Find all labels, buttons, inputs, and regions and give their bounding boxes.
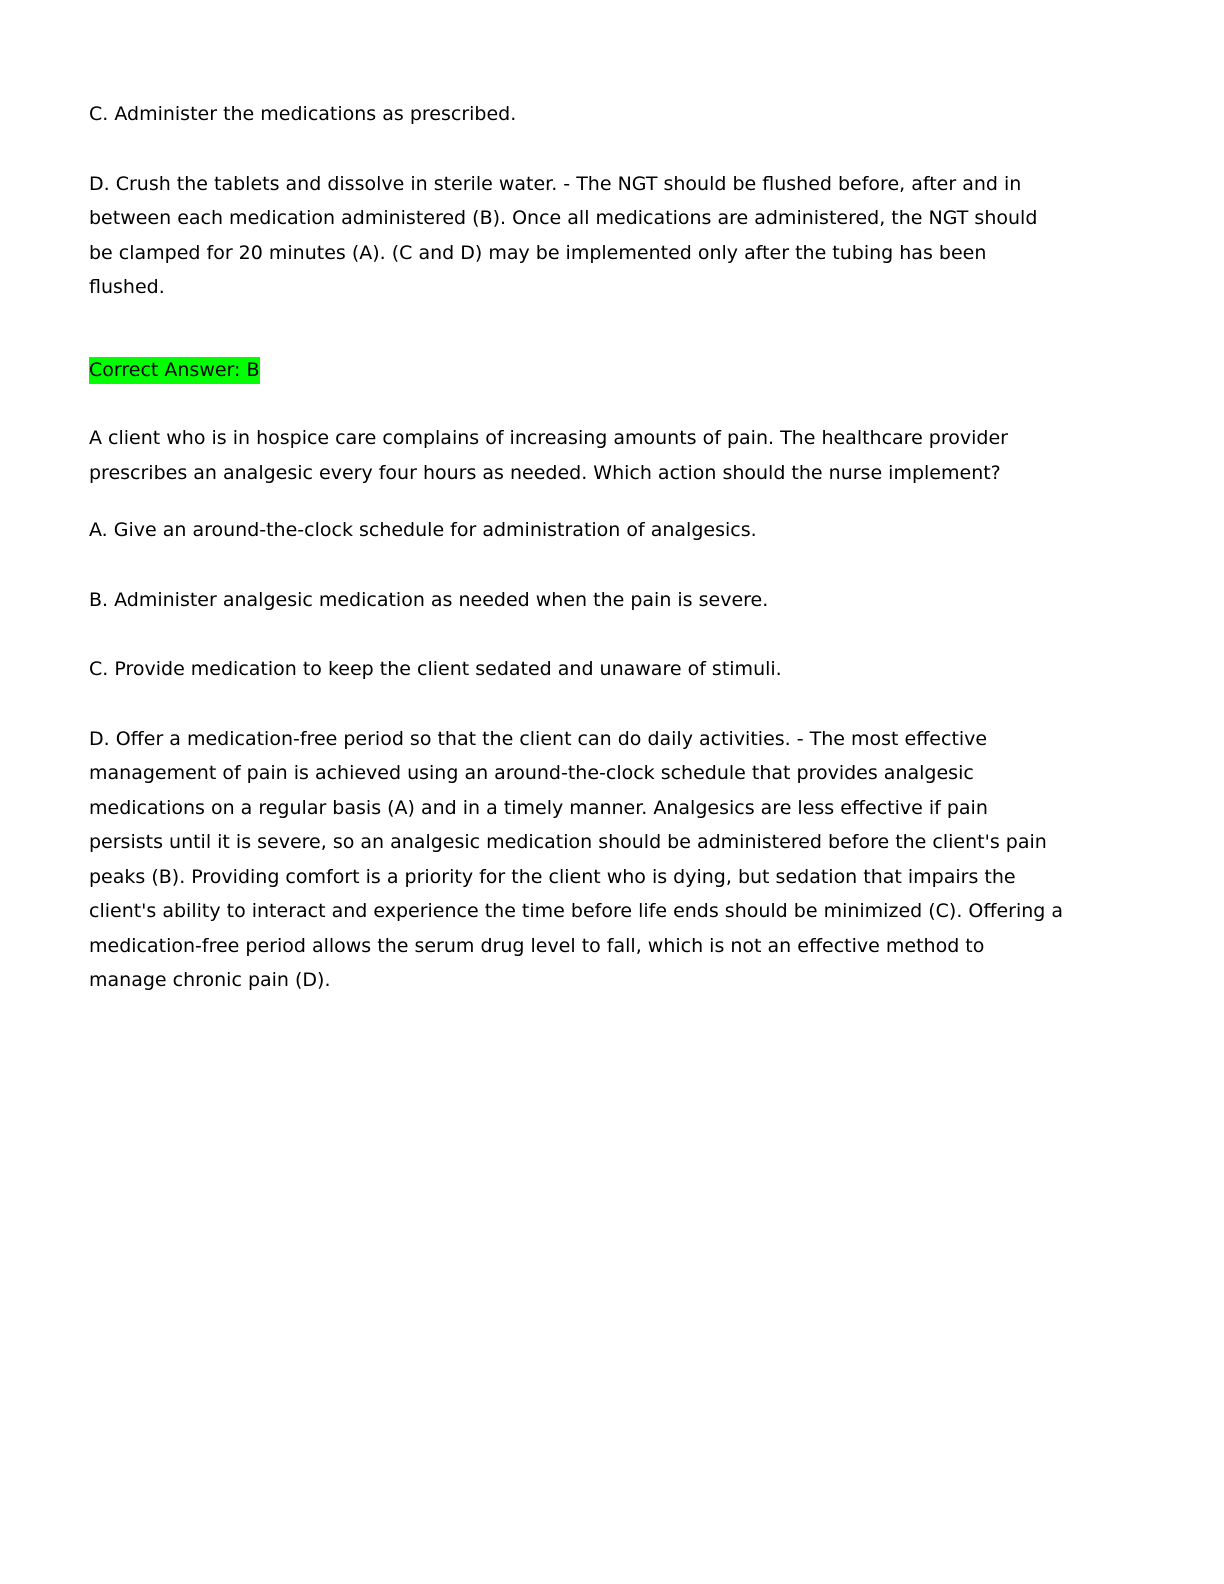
- option-b-text: B. Administer analgesic medication as needed when the pain is severe.: [89, 588, 769, 611]
- option-c-text: C. Provide medication to keep the client sedated and unaware of stimuli.: [89, 658, 782, 680]
- option-d-rationale: D. Crush the tablets and dissolve in sterile water. - The NGT should be flushed before, after and in between each medication administered (B). Once all medications are administered, the NGT should be clamped for 20 minutes (A). (C and D) may be implemented only after the tubing has been flushed.: [89, 172, 1038, 298]
- option-c-text: C. Administer the medications as prescribed.: [89, 103, 517, 125]
- correct-answer-line: [89, 353, 1064, 388]
- option-a-text: A. Give an around-the-clock schedule for administration of analgesics.: [89, 519, 757, 541]
- correct-answer-highlight: Correct Answer: B: [89, 357, 260, 384]
- document-page: [89, 97, 1064, 998]
- question-stem: A client who is in hospice care complains of increasing amounts of pain. The healthcare provider prescribes an analgesic every four hours as needed. Which action should the nurse implement?: [89, 427, 1008, 484]
- option-d-rationale: D. Offer a medication-free period so that the client can do daily activities. - The most effective management of pain is achieved using an around-the-clock schedule that provides analgesic medications on a regular basis (A) and in a timely manner. Analgesics are less effective if pain persists until it is severe, so an analgesic medication should be administered before the client's pain peaks (B). Providing comfort is a priority for the client who is dying, but sedation that impairs the client's ability to interact and experience the time before life ends should be minimized (C). Offering a medication-free period allows the serum drug level to fall, which is not an effective method to manage chronic pain (D).: [89, 727, 1064, 991]
